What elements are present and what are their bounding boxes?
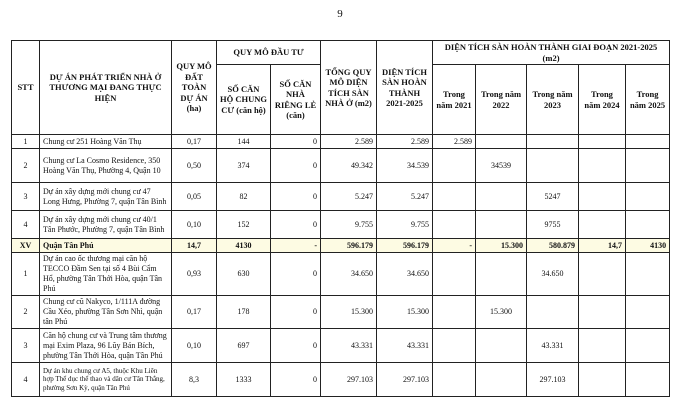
cell-2024 bbox=[579, 296, 626, 329]
cell-2022 bbox=[476, 329, 527, 363]
table-row bbox=[12, 149, 670, 183]
cell-total: 15.300 bbox=[321, 296, 377, 329]
table-row bbox=[12, 296, 670, 329]
cell-done: 34.539 bbox=[377, 149, 433, 183]
cell-total: 9.755 bbox=[321, 211, 377, 239]
cell-ha: 0,50 bbox=[172, 149, 217, 183]
cell-2024 bbox=[579, 183, 626, 211]
cell-stt: 4 bbox=[12, 363, 40, 397]
header-2021: Trong năm 2021 bbox=[433, 65, 476, 135]
cell-2021 bbox=[433, 149, 476, 183]
group-name: Quận Tân Phú bbox=[40, 239, 172, 253]
cell-name: Dự án cao ốc thương mại căn hộ TECCO Đầm Sen tại số 4 Bùi Cẩm Hổ, phường Tân Thới Hòa, quận Tân Phú bbox=[40, 253, 172, 296]
cell-apt: 82 bbox=[217, 183, 271, 211]
table-row bbox=[12, 363, 670, 397]
cell-name: Chung cư La Cosmo Residence, 350 Hoàng Văn Thụ, Phường 4, Quận 10 bbox=[40, 149, 172, 183]
cell-done: 43.331 bbox=[377, 329, 433, 363]
cell-2023: 34.650 bbox=[527, 253, 579, 296]
cell-ha: 0,17 bbox=[172, 296, 217, 329]
cell-name: Dự án xây dựng mới chung cư 40/1 Tân Phước, Phường 7, quận Tân Bình bbox=[40, 211, 172, 239]
cell-stt: 2 bbox=[12, 149, 40, 183]
group-ha: 14,7 bbox=[172, 239, 217, 253]
cell-house: 0 bbox=[271, 149, 321, 183]
group-2021: - bbox=[433, 239, 476, 253]
cell-apt: 152 bbox=[217, 211, 271, 239]
table-row bbox=[12, 135, 670, 149]
cell-2025 bbox=[626, 149, 670, 183]
group-house: - bbox=[271, 239, 321, 253]
cell-apt: 144 bbox=[217, 135, 271, 149]
cell-house: 0 bbox=[271, 135, 321, 149]
cell-2025 bbox=[626, 363, 670, 397]
cell-2021: 2.589 bbox=[433, 135, 476, 149]
table-row bbox=[12, 211, 670, 239]
header-scale-total: QUY MÔ ĐẤT TOÀN DỰ ÁN (ha) bbox=[172, 41, 217, 135]
cell-done: 297.103 bbox=[377, 363, 433, 397]
cell-done: 9.755 bbox=[377, 211, 433, 239]
group-done: 596.179 bbox=[377, 239, 433, 253]
page-number: 9 bbox=[337, 8, 343, 20]
cell-apt: 178 bbox=[217, 296, 271, 329]
cell-2021 bbox=[433, 329, 476, 363]
cell-apt: 697 bbox=[217, 329, 271, 363]
cell-2022: 34539 bbox=[476, 149, 527, 183]
cell-apt: 1333 bbox=[217, 363, 271, 397]
cell-2023: 43.331 bbox=[527, 329, 579, 363]
cell-2022 bbox=[476, 183, 527, 211]
group-apt: 4130 bbox=[217, 239, 271, 253]
cell-2025 bbox=[626, 296, 670, 329]
cell-name: Chung cư 251 Hoàng Văn Thụ bbox=[40, 135, 172, 149]
header-stt: STT bbox=[12, 41, 40, 135]
cell-name: Căn hộ chung cư và Trung tâm thương mại Exim Plaza, 96 Lũy Bán Bích, phường Tân Thới Hòa, quận Tân Phú bbox=[40, 329, 172, 363]
cell-2024 bbox=[579, 149, 626, 183]
group-stt: XV bbox=[12, 239, 40, 253]
cell-2022: 15.300 bbox=[476, 296, 527, 329]
cell-house: 0 bbox=[271, 211, 321, 239]
cell-2021 bbox=[433, 183, 476, 211]
cell-name: Dự án xây dựng mới chung cư 47 Long Hưng, Phường 7, quận Tân Bình bbox=[40, 183, 172, 211]
cell-2022 bbox=[476, 253, 527, 296]
cell-done: 15.300 bbox=[377, 296, 433, 329]
cell-2023: 9755 bbox=[527, 211, 579, 239]
header-2022: Trong năm 2022 bbox=[476, 65, 527, 135]
cell-2024 bbox=[579, 253, 626, 296]
cell-apt: 374 bbox=[217, 149, 271, 183]
cell-name: Chung cư cũ Nakyco, 1/111A đường Cầu Xéo, phường Tân Sơn Nhì, quận tân Phú bbox=[40, 296, 172, 329]
cell-stt: 4 bbox=[12, 211, 40, 239]
group-total: 596.179 bbox=[321, 239, 377, 253]
header-2023: Trong năm 2023 bbox=[527, 65, 579, 135]
cell-house: 0 bbox=[271, 296, 321, 329]
cell-total: 2.589 bbox=[321, 135, 377, 149]
cell-2021 bbox=[433, 211, 476, 239]
cell-2025 bbox=[626, 329, 670, 363]
cell-total: 43.331 bbox=[321, 329, 377, 363]
header-total-floor: TỔNG QUY MÔ DIỆN TÍCH SÀN NHÀ Ở (m2) bbox=[321, 41, 377, 135]
housing-projects-table bbox=[11, 40, 670, 397]
header-2024: Trong năm 2024 bbox=[579, 65, 626, 135]
header-investment: QUY MÔ ĐẦU TƯ bbox=[217, 41, 321, 65]
cell-2021 bbox=[433, 253, 476, 296]
cell-stt: 3 bbox=[12, 329, 40, 363]
cell-house: 0 bbox=[271, 329, 321, 363]
cell-house: 0 bbox=[271, 253, 321, 296]
cell-2024 bbox=[579, 135, 626, 149]
cell-2024 bbox=[579, 329, 626, 363]
cell-2021 bbox=[433, 363, 476, 397]
cell-stt: 3 bbox=[12, 183, 40, 211]
table-row bbox=[12, 253, 670, 296]
cell-2025 bbox=[626, 211, 670, 239]
cell-2025 bbox=[626, 183, 670, 211]
cell-2022 bbox=[476, 211, 527, 239]
cell-2025 bbox=[626, 253, 670, 296]
header-row-1 bbox=[12, 41, 670, 65]
cell-ha: 0,17 bbox=[172, 135, 217, 149]
cell-stt: 1 bbox=[12, 253, 40, 296]
group-2024: 14,7 bbox=[579, 239, 626, 253]
cell-total: 49.342 bbox=[321, 149, 377, 183]
cell-2023 bbox=[527, 149, 579, 183]
cell-2023: 5247 bbox=[527, 183, 579, 211]
cell-ha: 0,93 bbox=[172, 253, 217, 296]
cell-done: 5.247 bbox=[377, 183, 433, 211]
header-houses: SỐ CĂN NHÀ RIÊNG LẺ (căn) bbox=[271, 65, 321, 135]
table-row bbox=[12, 329, 670, 363]
cell-total: 297.103 bbox=[321, 363, 377, 397]
cell-ha: 0,10 bbox=[172, 329, 217, 363]
cell-done: 2.589 bbox=[377, 135, 433, 149]
cell-name: Dự án khu chung cư A5, thuộc Khu Liên hợp Thể dục thể thao và dân cư Tân Thắng, phường Sơn Kỳ, quận Tân Phú bbox=[40, 363, 172, 397]
header-2025: Trong năm 2025 bbox=[626, 65, 670, 135]
cell-ha: 0,05 bbox=[172, 183, 217, 211]
cell-2025 bbox=[626, 135, 670, 149]
cell-2023 bbox=[527, 296, 579, 329]
cell-done: 34.650 bbox=[377, 253, 433, 296]
cell-2022 bbox=[476, 363, 527, 397]
table-row bbox=[12, 183, 670, 211]
cell-total: 34.650 bbox=[321, 253, 377, 296]
cell-2022 bbox=[476, 135, 527, 149]
cell-stt: 1 bbox=[12, 135, 40, 149]
cell-total: 5.247 bbox=[321, 183, 377, 211]
cell-2021 bbox=[433, 296, 476, 329]
header-completed-area: DIỆN TÍCH SÀN HOÀN THÀNH 2021-2025 bbox=[377, 41, 433, 135]
group-row-tan-phu bbox=[12, 239, 670, 253]
group-2025: 4130 bbox=[626, 239, 670, 253]
header-apartments: SỐ CĂN HỘ CHUNG CƯ (căn hộ) bbox=[217, 65, 271, 135]
cell-house: 0 bbox=[271, 363, 321, 397]
group-2023: 580.879 bbox=[527, 239, 579, 253]
header-project: DỰ ÁN PHÁT TRIỂN NHÀ Ở THƯƠNG MẠI ĐANG THỰC HIỆN bbox=[40, 41, 172, 135]
cell-2024 bbox=[579, 363, 626, 397]
cell-2024 bbox=[579, 211, 626, 239]
header-period-area: DIỆN TÍCH SÀN HOÀN THÀNH GIAI ĐOẠN 2021-2025 (m2) bbox=[433, 41, 670, 65]
group-2022: 15.300 bbox=[476, 239, 527, 253]
cell-house: 0 bbox=[271, 183, 321, 211]
cell-ha: 0,10 bbox=[172, 211, 217, 239]
cell-ha: 8,3 bbox=[172, 363, 217, 397]
cell-apt: 630 bbox=[217, 253, 271, 296]
cell-2023: 297.103 bbox=[527, 363, 579, 397]
cell-stt: 2 bbox=[12, 296, 40, 329]
cell-2023 bbox=[527, 135, 579, 149]
